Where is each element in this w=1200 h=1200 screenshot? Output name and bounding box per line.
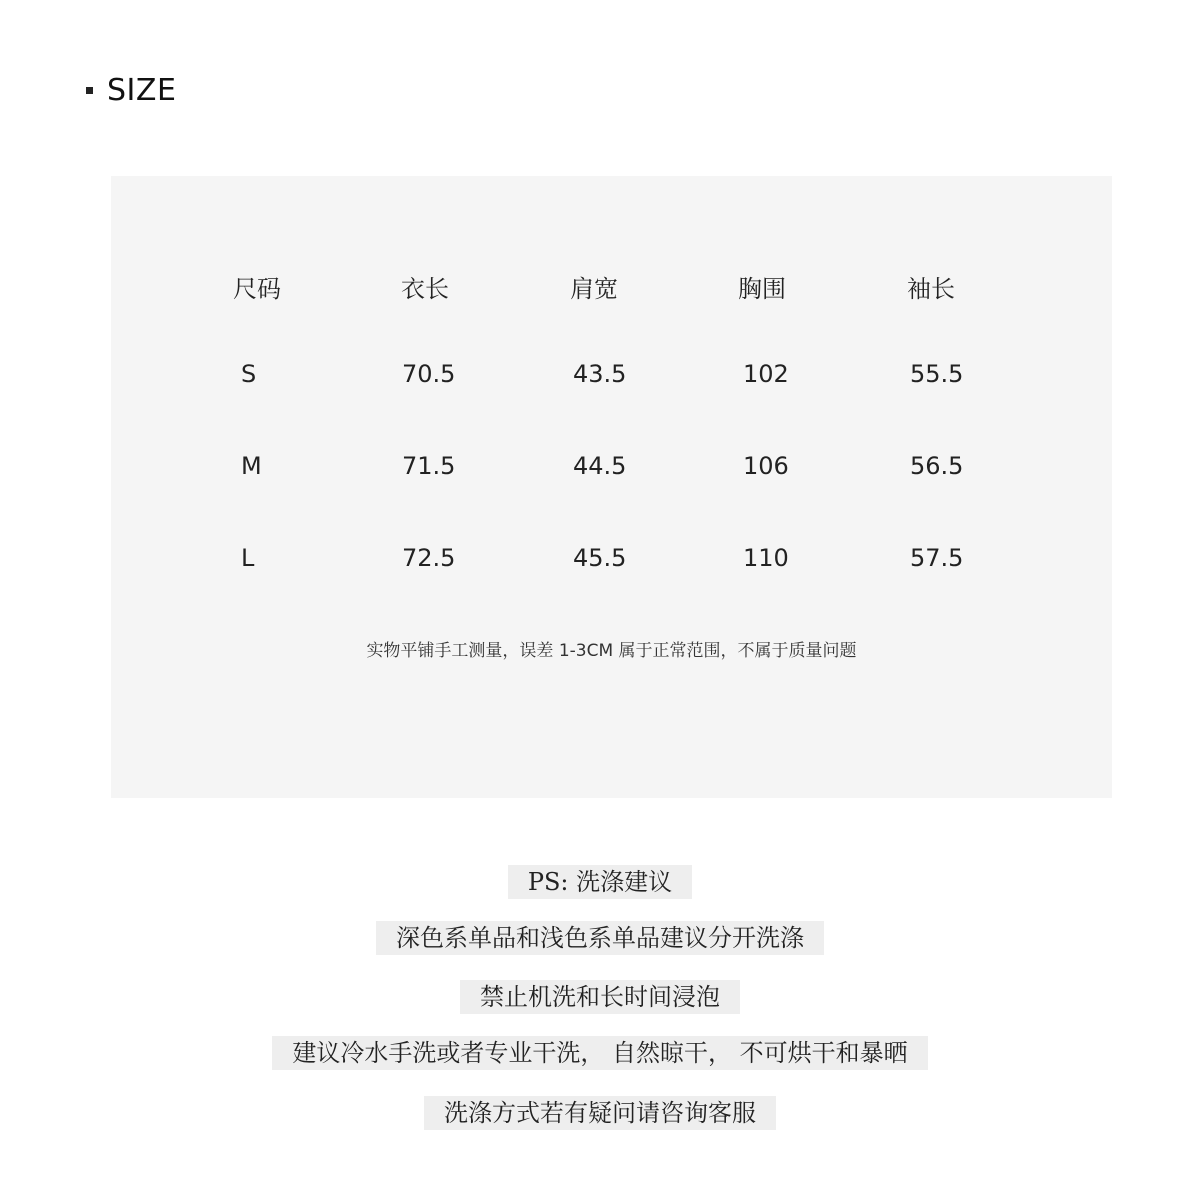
column-header-size: 尺码 <box>233 275 281 303</box>
wash-line-row <box>0 1096 1200 1130</box>
column-header-length: 衣长 <box>401 275 449 303</box>
table-cell-shoulder: 45.5 <box>573 544 627 572</box>
table-cell-shoulder: 43.5 <box>573 360 627 388</box>
measurement-note: 实物平铺手工测量，误差 1-3CM 属于正常范围，不属于质量问题 <box>366 641 857 661</box>
table-cell-size: M <box>241 452 262 480</box>
section-title: SIZE <box>107 72 177 108</box>
table-cell-shoulder: 44.5 <box>573 452 627 480</box>
wash-line-row <box>0 980 1200 1014</box>
table-cell-length: 70.5 <box>402 360 456 388</box>
ps-prefix: PS: <box>527 868 569 896</box>
table-cell-length: 71.5 <box>402 452 456 480</box>
section-heading <box>86 70 176 110</box>
table-cell-sleeve: 55.5 <box>910 360 964 388</box>
column-header-shoulder: 肩宽 <box>570 275 618 303</box>
table-cell-chest: 110 <box>743 544 789 572</box>
wash-line: 深色系单品和浅色系单品建议分开洗涤 <box>376 921 824 955</box>
table-cell-chest: 106 <box>743 452 789 480</box>
wash-title <box>508 865 692 899</box>
table-cell-length: 72.5 <box>402 544 456 572</box>
table-cell-size: S <box>241 360 257 388</box>
bullet-square-icon <box>86 87 93 94</box>
wash-title-row <box>0 865 1200 899</box>
table-cell-sleeve: 57.5 <box>910 544 964 572</box>
table-cell-chest: 102 <box>743 360 789 388</box>
wash-line: 禁止机洗和长时间浸泡 <box>460 980 740 1014</box>
wash-line-row <box>0 1036 1200 1070</box>
column-header-chest: 胸围 <box>738 275 786 303</box>
wash-line-row <box>0 921 1200 955</box>
size-table-panel <box>111 176 1112 798</box>
wash-line: 建议冷水手洗或者专业干洗， 自然晾干， 不可烘干和暴晒 <box>272 1036 927 1070</box>
table-cell-sleeve: 56.5 <box>910 452 964 480</box>
wash-line: 洗涤方式若有疑问请咨询客服 <box>424 1096 776 1130</box>
wash-title-text: 洗涤建议 <box>576 868 673 896</box>
column-header-sleeve: 袖长 <box>907 275 955 303</box>
table-cell-size: L <box>241 544 255 572</box>
